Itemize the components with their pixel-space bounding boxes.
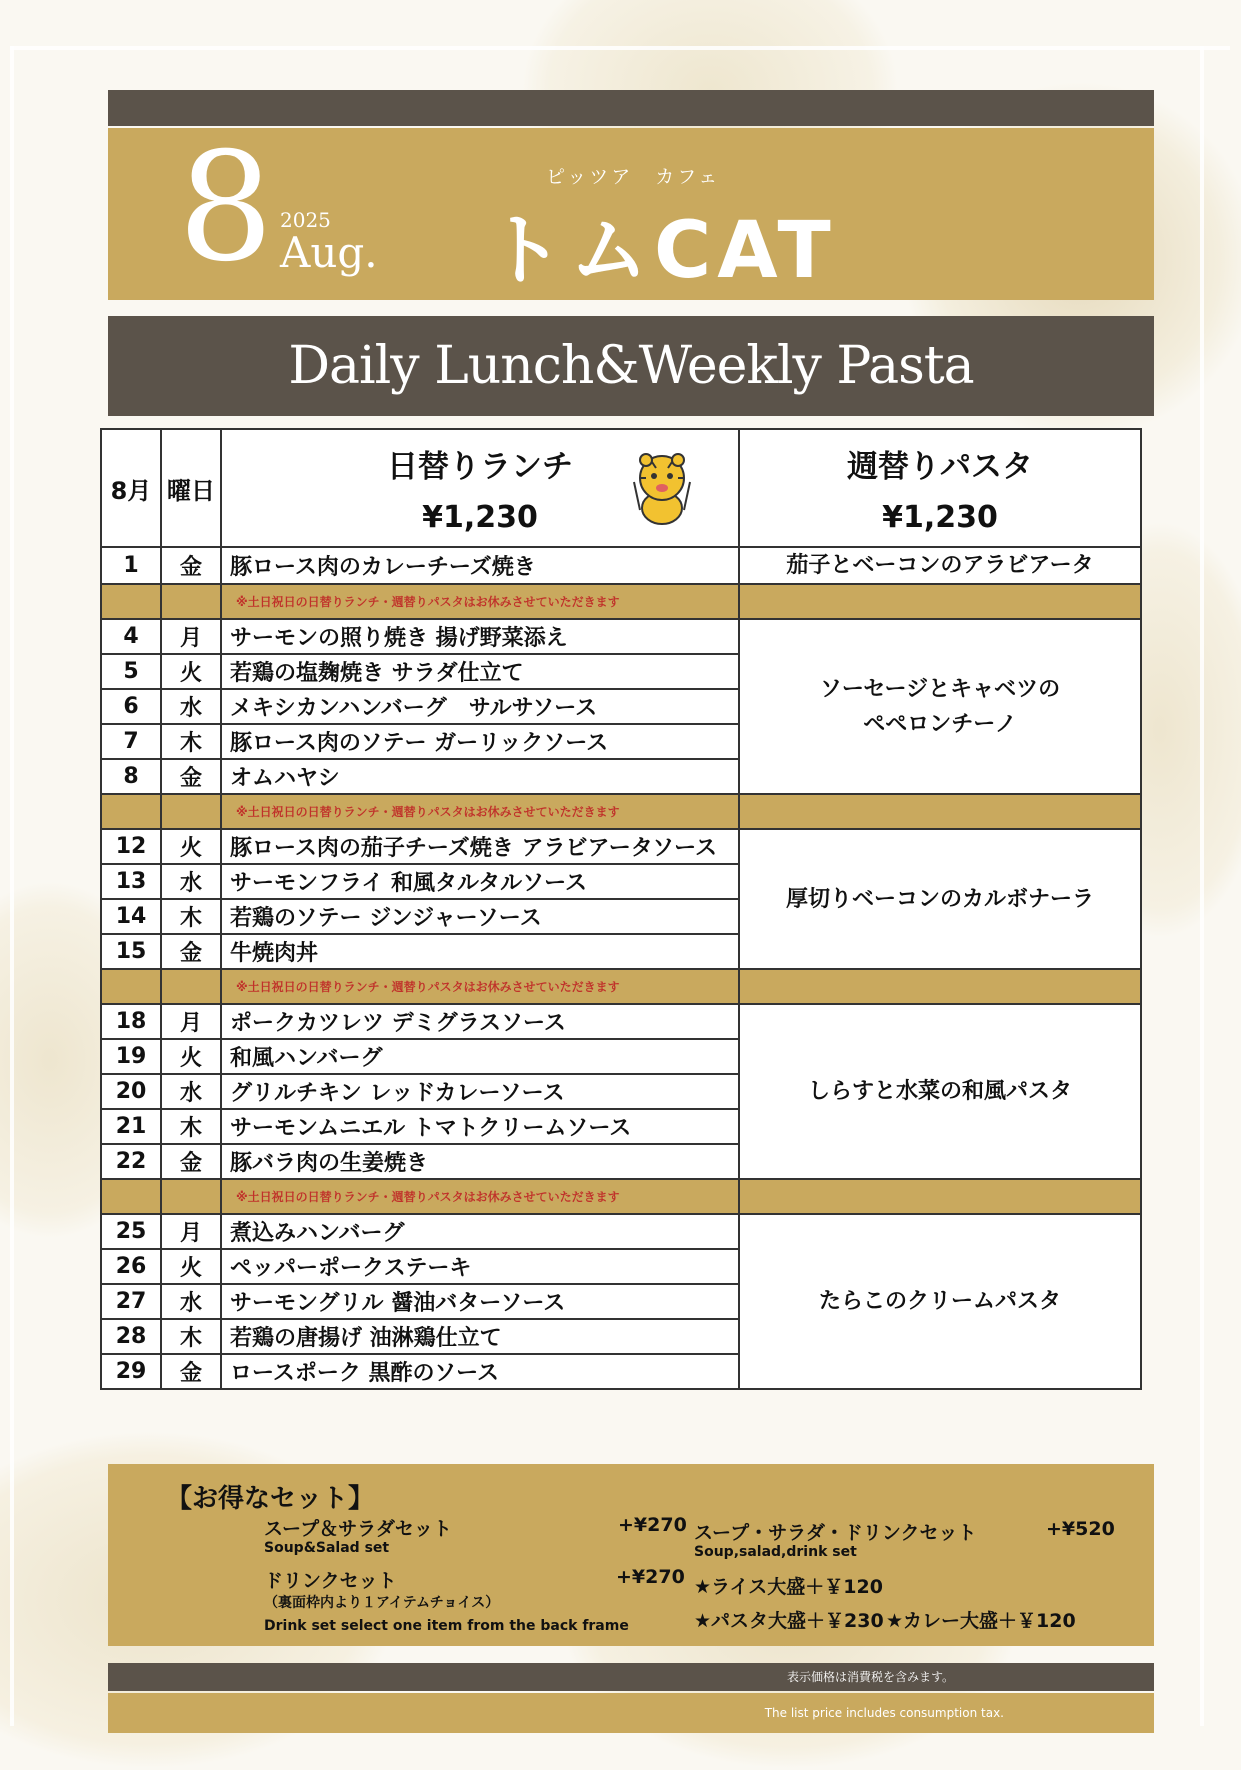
closed-note: ※土日祝日の日替りランチ・週替りパスタはお休みさせていただきます bbox=[221, 794, 739, 829]
closed-note: ※土日祝日の日替りランチ・週替りパスタはお休みさせていただきます bbox=[221, 1179, 739, 1214]
day-number: 22 bbox=[101, 1144, 161, 1179]
daily-lunch-item: サーモングリル 醤油バターソース bbox=[221, 1284, 739, 1319]
footer-tax-note-en bbox=[108, 1693, 1154, 1733]
shop-kana: ピッツア カフェ bbox=[546, 166, 721, 188]
weekday: 水 bbox=[161, 1074, 221, 1109]
daily-lunch-item: オムハヤシ bbox=[221, 759, 739, 794]
table-row bbox=[101, 547, 1141, 584]
weekday: 木 bbox=[161, 724, 221, 759]
daily-lunch-item: 豚ロース肉の茄子チーズ焼き アラビアータソース bbox=[221, 829, 739, 864]
menu-table bbox=[100, 428, 1142, 1390]
day-number: 7 bbox=[101, 724, 161, 759]
drink-set-en: Drink set select one item from the back frame bbox=[264, 1618, 629, 1634]
day-number: 15 bbox=[101, 934, 161, 969]
pasta-line: 厚切りベーコンのカルボナーラ bbox=[785, 886, 1094, 912]
full-set-label: スープ・サラダ・ドリンクセット bbox=[694, 1522, 977, 1544]
weekly-pasta-item bbox=[739, 829, 1141, 969]
weekday: 火 bbox=[161, 654, 221, 689]
daily-lunch-item: サーモンの照り焼き 揚げ野菜添え bbox=[221, 619, 739, 654]
soup-salad-set-label: スープ＆サラダセット bbox=[264, 1518, 452, 1540]
table-row bbox=[101, 829, 1141, 864]
weekday: 水 bbox=[161, 689, 221, 724]
daily-lunch-item: 豚バラ肉の生姜焼き bbox=[221, 1144, 739, 1179]
weekday: 火 bbox=[161, 1039, 221, 1074]
weekly-pasta-item bbox=[739, 1214, 1141, 1389]
daily-lunch-item: 若鶏のソテー ジンジャーソース bbox=[221, 899, 739, 934]
header bbox=[108, 121, 1154, 300]
daily-lunch-item: 若鶏の塩麹焼き サラダ仕立て bbox=[221, 654, 739, 689]
weekday: 木 bbox=[161, 1319, 221, 1354]
day-number: 20 bbox=[101, 1074, 161, 1109]
full-set-en: Soup,salad,drink set bbox=[694, 1544, 857, 1560]
weekday: 水 bbox=[161, 1284, 221, 1319]
note-empty-cell bbox=[161, 1179, 221, 1214]
day-number: 29 bbox=[101, 1354, 161, 1389]
closed-note-row bbox=[101, 969, 1141, 1004]
daily-lunch-item: ペッパーポークステーキ bbox=[221, 1249, 739, 1284]
day-number: 1 bbox=[101, 547, 161, 584]
daily-lunch-item: サーモンフライ 和風タルタルソース bbox=[221, 864, 739, 899]
weekly-pasta-header bbox=[739, 429, 1141, 547]
weekday: 水 bbox=[161, 864, 221, 899]
day-number: 14 bbox=[101, 899, 161, 934]
month-abbr: Aug. bbox=[280, 228, 378, 277]
year: 2025 bbox=[280, 208, 331, 232]
month-column-header: 8月 bbox=[101, 429, 161, 547]
full-set-price: +¥520 bbox=[1046, 1518, 1115, 1540]
daily-lunch-item: ロースポーク 黒酢のソース bbox=[221, 1354, 739, 1389]
closed-note: ※土日祝日の日替りランチ・週替りパスタはお休みさせていただきます bbox=[221, 969, 739, 1004]
note-empty-cell bbox=[161, 584, 221, 619]
day-number: 21 bbox=[101, 1109, 161, 1144]
footer-tax-note-jp bbox=[108, 1663, 1154, 1691]
closed-note-row bbox=[101, 584, 1141, 619]
day-number: 8 bbox=[101, 759, 161, 794]
weekday: 金 bbox=[161, 934, 221, 969]
day-number: 25 bbox=[101, 1214, 161, 1249]
pasta-line: 茄子とベーコンのアラビアータ bbox=[786, 553, 1094, 578]
note-empty-cell bbox=[739, 794, 1141, 829]
daily-lunch-item: サーモンムニエル トマトクリームソース bbox=[221, 1109, 739, 1144]
daily-lunch-header bbox=[221, 429, 739, 547]
weekday: 月 bbox=[161, 1004, 221, 1039]
weekly-pasta-item bbox=[739, 1004, 1141, 1179]
note-empty-cell bbox=[101, 1179, 161, 1214]
weekday: 木 bbox=[161, 1109, 221, 1144]
shop-name: トムCAT bbox=[486, 206, 837, 296]
table-row bbox=[101, 619, 1141, 654]
weekday: 月 bbox=[161, 1214, 221, 1249]
set-menu-box bbox=[108, 1464, 1154, 1646]
closed-note: ※土日祝日の日替りランチ・週替りパスタはお休みさせていただきます bbox=[221, 584, 739, 619]
daily-lunch-item: 和風ハンバーグ bbox=[221, 1039, 739, 1074]
daily-lunch-item: 牛焼肉丼 bbox=[221, 934, 739, 969]
pasta-line: ペペロンチーノ bbox=[863, 711, 1017, 737]
weekly-pasta-price: ¥1,230 bbox=[882, 500, 998, 535]
rice-large-option: ★ライス大盛＋￥120 bbox=[694, 1576, 883, 1598]
frame-line-top bbox=[10, 46, 1230, 50]
pasta-line: ソーセージとキャベツの bbox=[819, 676, 1061, 702]
day-number: 18 bbox=[101, 1004, 161, 1039]
note-empty-cell bbox=[161, 794, 221, 829]
weekday: 金 bbox=[161, 1144, 221, 1179]
weekday: 金 bbox=[161, 1354, 221, 1389]
soup-salad-set-price: +¥270 bbox=[618, 1514, 687, 1536]
daily-lunch-item: 豚ロース肉のソテー ガーリックソース bbox=[221, 724, 739, 759]
note-empty-cell bbox=[739, 969, 1141, 1004]
daily-lunch-item: 若鶏の唐揚げ 油淋鶏仕立て bbox=[221, 1319, 739, 1354]
curry-large-option: ★カレー大盛＋￥120 bbox=[886, 1610, 1076, 1632]
menu-body bbox=[101, 547, 1141, 1389]
drink-set-label: ドリンクセット bbox=[264, 1570, 397, 1592]
table-row bbox=[101, 1214, 1141, 1249]
daily-lunch-item: グリルチキン レッドカレーソース bbox=[221, 1074, 739, 1109]
weekday: 火 bbox=[161, 829, 221, 864]
note-empty-cell bbox=[101, 794, 161, 829]
pasta-line: たらこのクリームパスタ bbox=[818, 1289, 1061, 1315]
day-number: 26 bbox=[101, 1249, 161, 1284]
soup-salad-set-en: Soup&Salad set bbox=[264, 1540, 390, 1556]
note-empty-cell bbox=[739, 584, 1141, 619]
day-number: 12 bbox=[101, 829, 161, 864]
frame-line-left bbox=[10, 46, 14, 1726]
footer-en-text: The list price includes consumption tax. bbox=[764, 1706, 1004, 1720]
note-empty-cell bbox=[101, 584, 161, 619]
closed-note-row bbox=[101, 794, 1141, 829]
weekday: 火 bbox=[161, 1249, 221, 1284]
page-title: Daily Lunch&Weekly Pasta bbox=[108, 316, 1154, 416]
daily-lunch-item: 煮込みハンバーグ bbox=[221, 1214, 739, 1249]
month-number: 8 bbox=[178, 121, 274, 295]
weekly-pasta-item bbox=[739, 619, 1141, 794]
weekday-column-header: 曜日 bbox=[161, 429, 221, 547]
daily-lunch-item: 豚ロース肉のカレーチーズ焼き bbox=[221, 547, 739, 584]
day-number: 19 bbox=[101, 1039, 161, 1074]
weekday: 金 bbox=[161, 547, 221, 584]
pasta-line: しらすと水菜の和風パスタ bbox=[807, 1079, 1072, 1105]
daily-lunch-item: ポークカツレツ デミグラスソース bbox=[221, 1004, 739, 1039]
drink-set-price: +¥270 bbox=[616, 1566, 685, 1588]
daily-lunch-item: メキシカンハンバーグ サルサソース bbox=[221, 689, 739, 724]
pasta-large-option: ★パスタ大盛＋￥230 bbox=[694, 1610, 884, 1632]
table-row bbox=[101, 1004, 1141, 1039]
daily-lunch-title: 日替りランチ bbox=[387, 449, 573, 485]
day-number: 6 bbox=[101, 689, 161, 724]
day-number: 27 bbox=[101, 1284, 161, 1319]
weekly-pasta-item bbox=[739, 547, 1141, 584]
note-empty-cell bbox=[161, 969, 221, 1004]
daily-lunch-price: ¥1,230 bbox=[422, 500, 538, 535]
set-title: 【お得なセット】 bbox=[166, 1484, 375, 1514]
weekday: 金 bbox=[161, 759, 221, 794]
frame-line-right bbox=[1200, 46, 1204, 1726]
footer-jp-text: 表示価格は消費税を含みます。 bbox=[786, 1670, 954, 1684]
day-number: 5 bbox=[101, 654, 161, 689]
day-number: 13 bbox=[101, 864, 161, 899]
tiger-mascot-icon bbox=[622, 448, 702, 528]
note-empty-cell bbox=[739, 1179, 1141, 1214]
weekly-pasta-title: 週替りパスタ bbox=[847, 449, 1033, 485]
note-empty-cell bbox=[101, 969, 161, 1004]
weekday: 月 bbox=[161, 619, 221, 654]
drink-set-note: （裏面枠内より１アイテムチョイス） bbox=[264, 1595, 500, 1611]
day-number: 28 bbox=[101, 1319, 161, 1354]
day-number: 4 bbox=[101, 619, 161, 654]
closed-note-row bbox=[101, 1179, 1141, 1214]
weekday: 木 bbox=[161, 899, 221, 934]
